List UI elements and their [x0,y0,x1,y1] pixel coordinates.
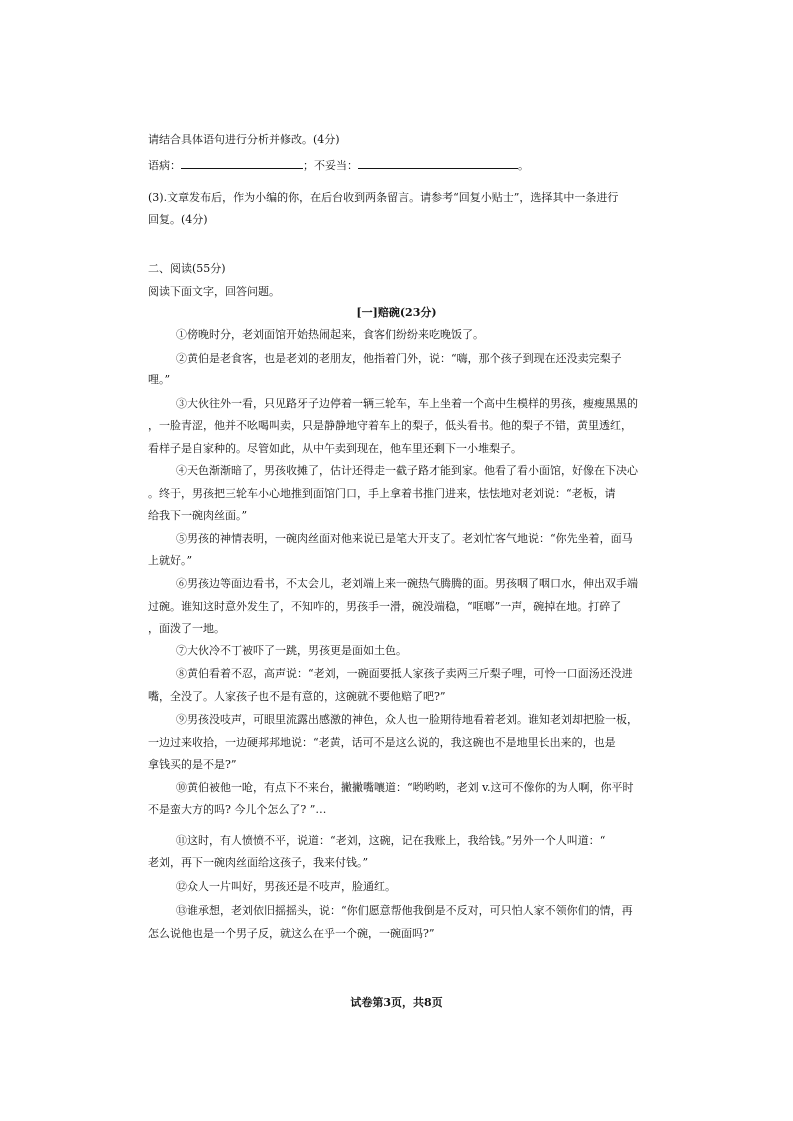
passage-line: ，一脸青涩，他并不吆喝叫卖，只是静静地守着车上的梨子，低头看书。他的梨子不错，黄里透红， [148,419,632,432]
section-heading: 二、阅读(55分) [148,262,226,275]
improper-answer-blank[interactable] [358,157,518,169]
passage-line: ⑩黄伯被他一呛，有点下不来台，撇撇嘴嚷道：“哟哟哟，老刘 v.这可不像你的为人啊，你平时 [176,781,634,794]
passage-line: 上就好。” [148,554,193,567]
end-punct: 。 [518,159,529,172]
page-footer: 试卷第3页，共8页 [350,996,443,1009]
passage-line: 嘴，全没了。人家孩子也不是有意的，这碗就不要他赔了吧?” [148,690,446,703]
passage-line: ⑬谁承想，老刘依旧摇摇头，说：“你们愿意帮他我倒是不反对，可只怕人家不领你们的情，再 [176,904,633,917]
passage-line: 老刘，再下一碗肉丝面给这孩子，我来付钱。” [148,856,369,869]
answer-blank-row [148,157,668,174]
question-text-line: 回复。(4分) [148,213,208,226]
passage-line: 看样子是自家种的。尽管如此，从中午卖到现在，他车里还剩下一小堆梨子。 [148,442,522,455]
passage-line: 一边过来收拾，一边硬邦邦地说：“老黄，话可不是这么说的，我这碗也不是地里长出来的，也是 [148,736,616,749]
question-instruction: 请结合具体语句进行分析并修改。(4分) [148,133,340,146]
passage-line: 怎么说他也是一个男子反，就这么在乎一个碗，一碗面吗?” [148,927,435,940]
passage-title: [一]赔碗(23分) [356,306,437,319]
passage-line: ⑪这时，有人愤愤不平，说道：“老刘，这碗，记在我账上，我给钱。”另外一个人叫道：“ [176,834,606,847]
flaw-answer-blank[interactable] [181,157,303,169]
passage-line: ⑧黄伯看着不忍，高声说：“老刘，一碗面要抵人家孩子卖两三斤梨子哩，可怜一口面汤还没进 [176,667,633,680]
passage-line: 哩。” [148,373,171,386]
passage-line: 。终于，男孩把三轮车小心地推到面馆门口，手上拿着书推门进来，怯怯地对老刘说：“老板，请 [148,487,616,500]
passage-line: ④天色渐渐暗了，男孩收摊了，估计还得走一截子路才能到家。他看了看小面馆，好像在下决心 [176,464,638,477]
passage-line: 过碗。谁知这时意外发生了，不知咋的，男孩手一滑，碗没端稳，“哐啷”一声，碗掉在地。打碎了 [148,600,622,613]
passage-line: ⑫众人一片叫好，男孩还是不吱声，脸通红。 [176,880,396,893]
passage-line: 拿钱买的是不是?” [148,758,237,771]
passage-line: ①傍晚时分，老刘面馆开始热闹起来，食客们纷纷来吃晚饭了。 [176,328,484,341]
passage-line: ③大伙往外一看，只见路牙子边停着一辆三轮车，车上坐着一个高中生模样的男孩，瘦瘦黑黑的 [176,397,638,410]
question-text-line: (3).文章发布后，作为小编的你，在后台收到两条留言。请参考“回复小贴士”，选择其中一条进行 [148,191,619,204]
passage-line: ⑨男孩没吱声，可眼里流露出感激的神色，众人也一脸期待地看着老刘。谁知老刘却把脸一板， [176,713,638,726]
passage-line: ②黄伯是老食客，也是老刘的老朋友，他指着门外，说：“嗨，那个孩子到现在还没卖完梨子 [176,352,622,365]
passage-line: 给我下一碗肉丝面。” [148,509,248,522]
section-intro: 阅读下面文字，回答问题。 [148,285,280,298]
improper-label: ；不妥当： [303,159,358,172]
flaw-label: 语病： [148,159,181,172]
passage-line: 不是蛮大方的吗? 今儿个怎么了? ”… [148,803,327,816]
passage-line: ⑦大伙冷不丁被吓了一跳，男孩更是面如土色。 [176,644,407,657]
passage-line: ⑤男孩的神情表明，一碗肉丝面对他来说已是笔大开支了。老刘忙客气地说：“你先坐着，面马 [176,532,633,545]
passage-line: ，面泼了一地。 [148,622,225,635]
passage-line: ⑥男孩边等面边看书，不太会儿，老刘端上来一碗热气腾腾的面。男孩咽了咽口水，伸出双手端 [176,577,638,590]
